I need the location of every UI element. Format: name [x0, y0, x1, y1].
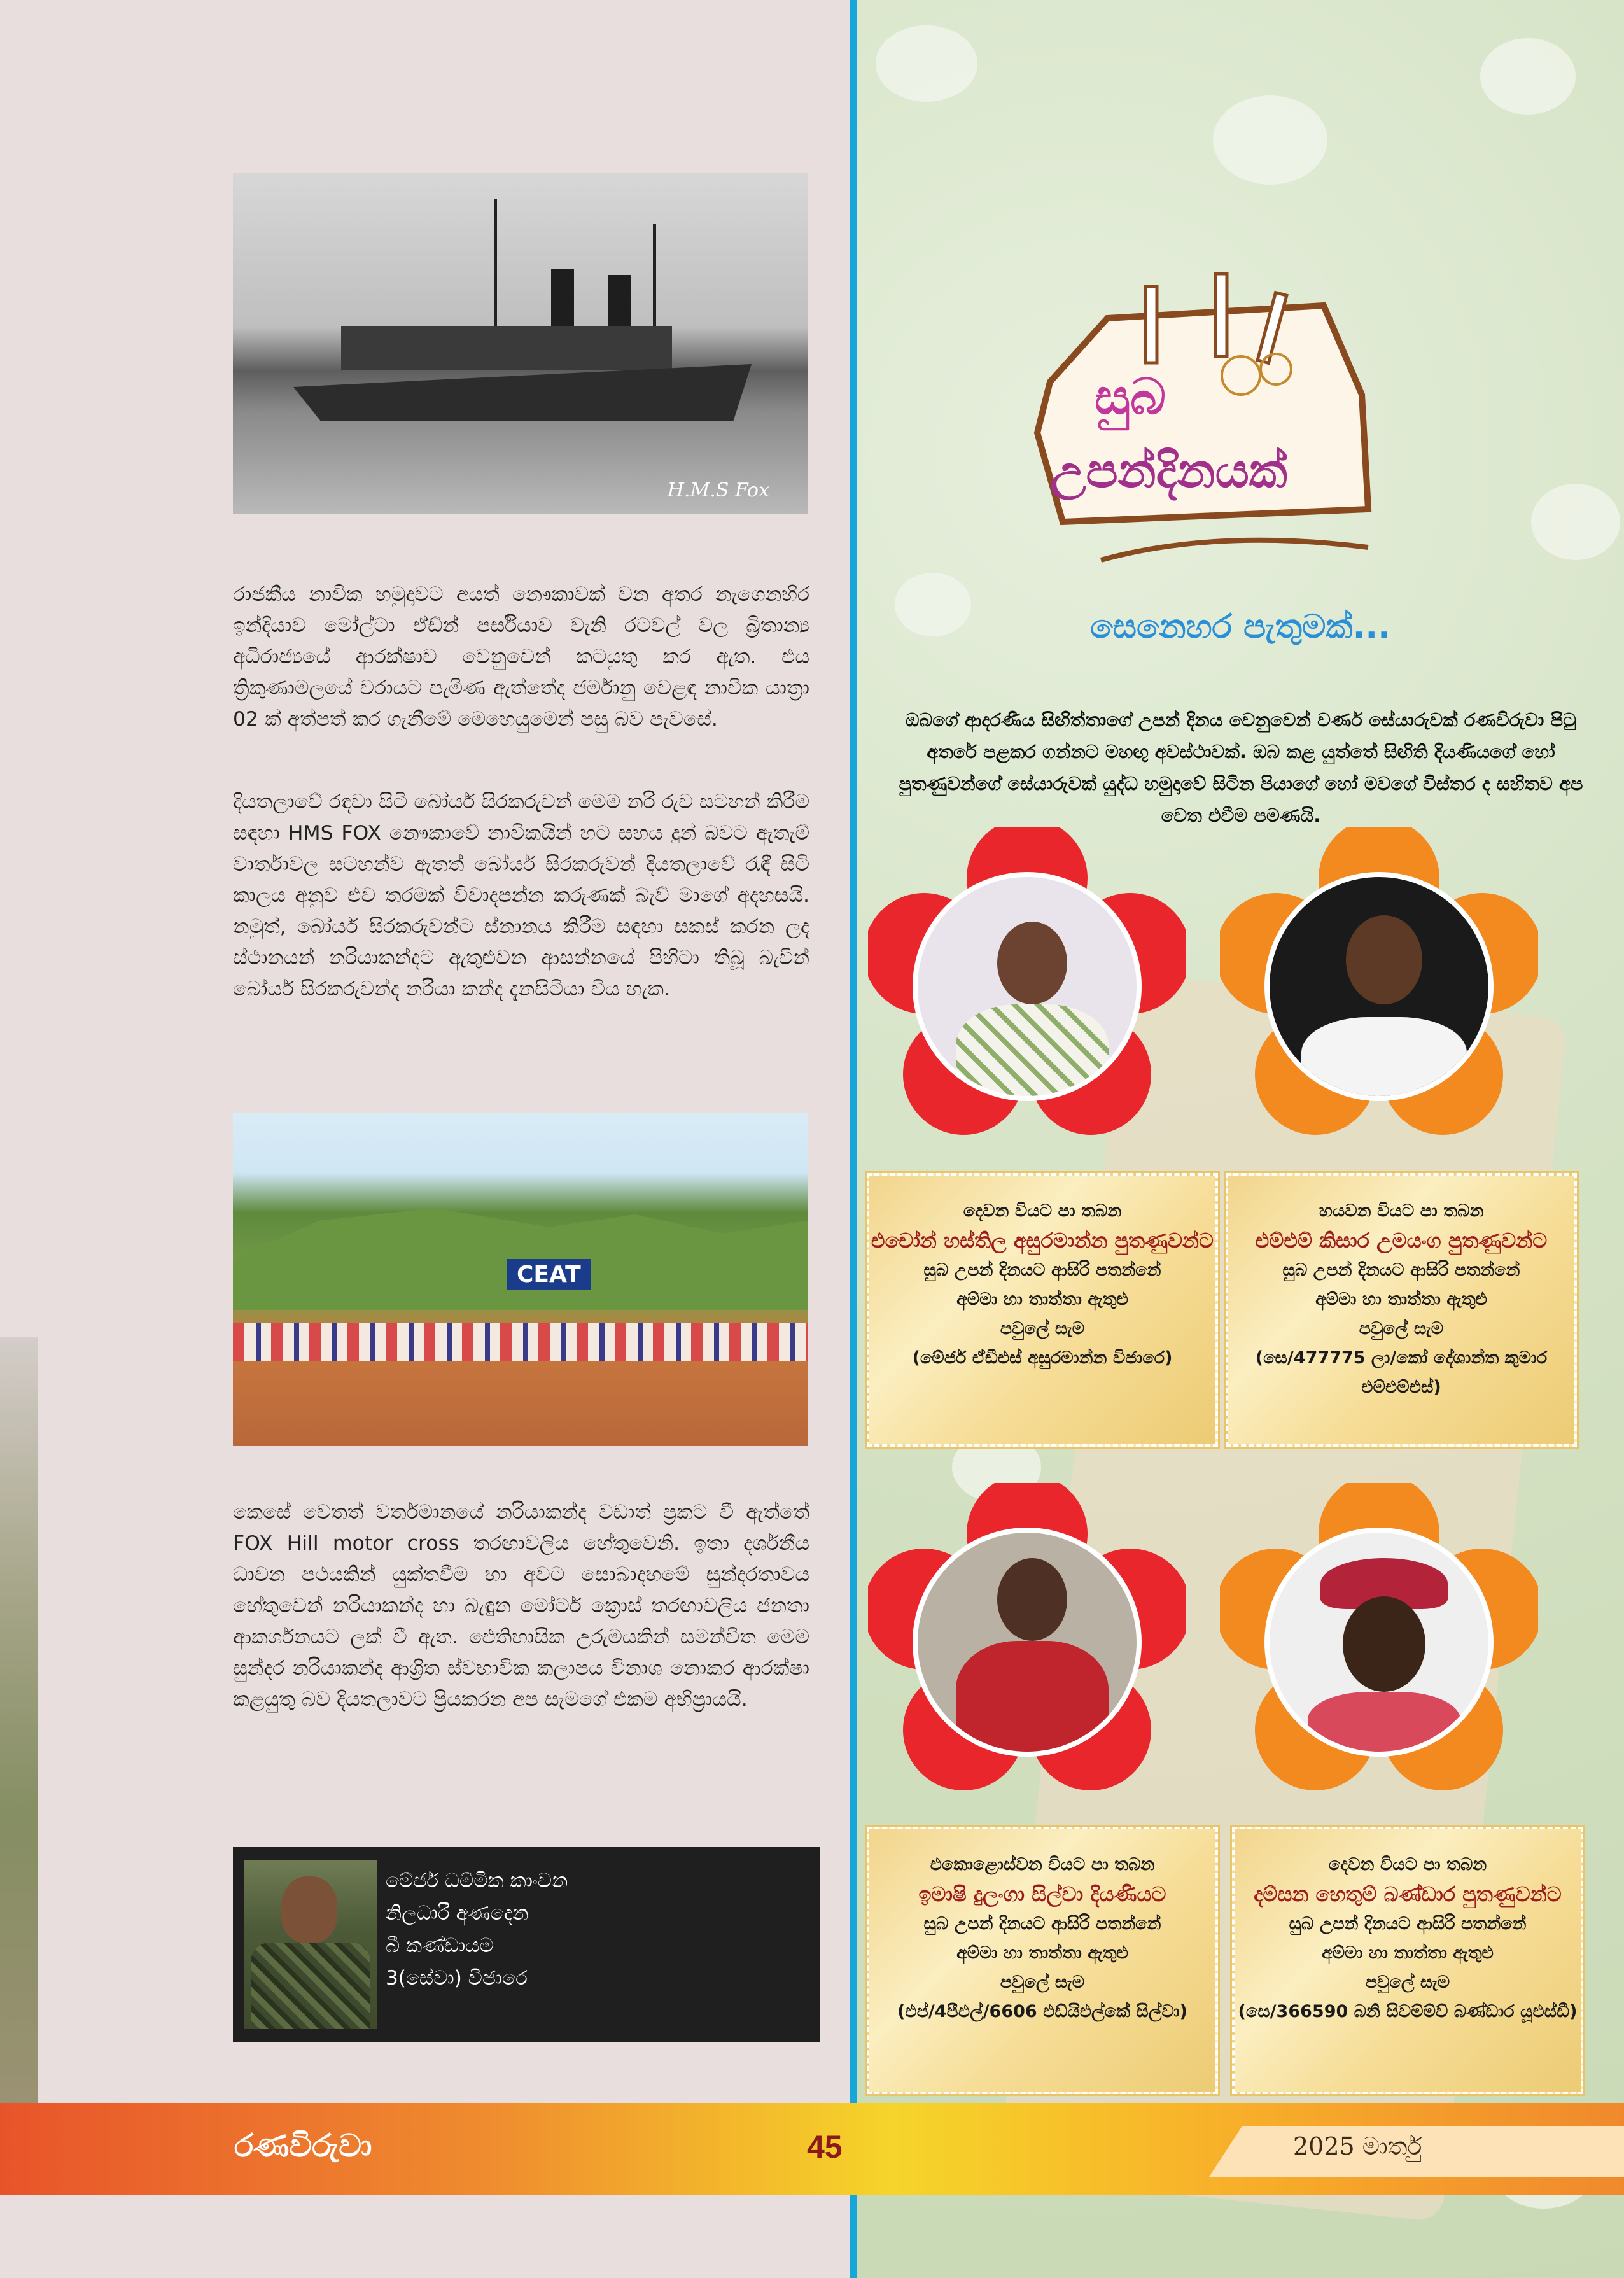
child-face	[1346, 915, 1422, 1004]
ship-hull	[293, 364, 752, 421]
ship-funnel	[551, 269, 574, 332]
ship-caption: H.M.S Fox	[667, 479, 769, 502]
wish-age: හයවන වියට පා තබන	[1319, 1201, 1484, 1221]
wish-detail: (මේජර් ඒඩීඑස් අසුරමාන්න විජාරෙ)	[912, 1348, 1173, 1368]
background-flower	[876, 25, 977, 102]
wish-card	[1232, 1827, 1583, 2094]
wish-detail: (එප්/4පීඑල්/6606 එඩ්යිඑල්කේ සිල්වා)	[897, 2002, 1188, 2021]
author-name: මේජර් ධම්මික කාංචන	[386, 1869, 568, 1892]
ship-deck	[341, 326, 672, 370]
wish-from: අම්මා හා තාත්තා ඇතුළු	[956, 1290, 1128, 1309]
author-details	[386, 1865, 568, 1995]
wish-card	[867, 1173, 1218, 1447]
page-heading: සෙනෙහර පැතුමක්...	[1090, 608, 1390, 646]
author-unit: බී කණ්ඩායම	[386, 1934, 494, 1957]
hillside-strip-image	[0, 1337, 38, 2132]
wish-family: පවුලේ සැම	[1000, 1972, 1085, 1992]
author-photo	[244, 1860, 377, 2029]
wish-from: අම්මා හා තාත්තා ඇතුළු	[1315, 1290, 1487, 1309]
child-face	[997, 1558, 1067, 1641]
logo-line-2: උපන්දිනයක්	[1050, 444, 1287, 498]
wish-age: දෙවන වියට පා තබන	[1328, 1855, 1487, 1874]
photo-flower-frame	[868, 827, 1186, 1146]
wish-family: පවුලේ සැම	[1000, 1319, 1085, 1339]
author-uniform	[251, 1943, 370, 2029]
child-face	[1343, 1596, 1425, 1692]
background-flower	[1480, 38, 1576, 115]
wish-text: සුබ උපන් දිනයට ආසිරි පතන්නේ	[923, 1914, 1161, 1934]
child-photo	[1264, 1528, 1494, 1757]
wish-name: දම්සන හෙතුම් බණ්ඩාර පුතණුවන්ට	[1254, 1882, 1562, 1906]
motocross-track-photo	[233, 1113, 808, 1446]
wish-text: සුබ උපන් දිනයට ආසිරි පතන්නේ	[1282, 1260, 1520, 1280]
child-shirt	[956, 1004, 1109, 1101]
wish-name: ඉමාෂි දුලංගා සිල්වා දියණියට	[918, 1882, 1166, 1906]
wish-text: සුබ උපන් දිනයට ආසිරි පතන්නේ	[923, 1260, 1161, 1280]
green-hill	[233, 1183, 808, 1310]
wish-detail: (සෙ/477775 ලා/කෝ දේශාන්ත කුමාර එම්එම්එස්)	[1255, 1348, 1548, 1397]
sponsor-sign: CEAT	[507, 1259, 591, 1290]
author-regiment: 3(සේවා) විජාරෙ	[386, 1967, 528, 1990]
child-photo	[913, 872, 1142, 1101]
child-face	[997, 922, 1067, 1004]
wish-text: සුබ උපන් දිනයට ආසිරි පතන්නේ	[1289, 1914, 1527, 1934]
background-flower	[1531, 484, 1620, 560]
article-paragraph-3: කෙසේ වෙතත් වර්තමානයේ නරියාකන්ද වඩාත් ප්‍රකට වී ඇත්තේ FOX Hill motor cross තරඟාවලිය හේතුවෙනි. ඉතා දර්ශනීය ධාවන පථයකින් යුක්තවීම හා අවට සොබාදහමේ සුන්දරතාවය හේතුවෙන් නරියාකන්ද හා බැඳුන මෝටර් ක්‍රොස් තරඟාවලිය ජනතා ආකර්ශනයට ලක් වී ඇත. ඓතිහාසික උරුමයකින් සමන්විත මෙම සුන්දර නරියාකන්ද ආශ්‍රිත ස්වභාවික කලාපය විනාශ නොකර ආරක්ෂා කළයුතු බව දියතලාවට ප්‍රියකරන අප සැමගේ එකම අභිප්‍රායයි.	[233, 1501, 809, 1711]
birthday-cake-illustration	[1025, 267, 1387, 566]
intro-text: ඔබගේ ආදරණීය සිඟිත්තාගේ උපන් දිනය වෙනුවෙන් වර්ණ සේයාරුවක් රණවිරුවා පිටු අතරේ පළකර ගන්නට මහඟු අවස්ථාවක්. ඔබ කළ යුත්තේ සිඟිති දියණියගේ හෝ පුතණුවන්ගේ සේයාරුවක් යුද්ධ හමුදාවේ සිටින පියාගේ හෝ මවගේ විස්තර ද සහිතව අප වෙත එවීම පමණයි.	[899, 709, 1583, 826]
wish-from: අම්මා හා තාත්තා ඇතුළු	[956, 1943, 1128, 1963]
child-shirt	[1308, 1692, 1460, 1757]
child-photo	[913, 1528, 1142, 1757]
hms-fox-ship-photo	[233, 173, 808, 514]
author-role: නිලධාරී අණදෙන	[386, 1902, 529, 1925]
wish-age: දෙවන වියට පා තබන	[963, 1201, 1122, 1221]
author-box	[233, 1847, 820, 2042]
article-paragraph-2: දියතලාවේ රඳවා සිටි බෝයර් සිරකරුවන් මෙම නරි රුව සටහන් කිරීම සඳහා HMS FOX නෞකාවේ නාවිකයින් හට සහය දුන් බවට ඇතැම් වාර්තාවල සටහන්ව ඇතත් බෝයර් සිරකරුවන් දියතලාවේ රැඳී සිටි කාලය අනුව එව තරමක් විවාදපන්න කරුණක් බැව් මාගේ අදහසයි. නමුත්, බෝයර් සිරකරුවන්ට ස්නානය කිරීම සඳහා සකස් කරන ලද ස්ථානයන් නරියාකන්දට ඇතුළුවන ආසන්නයේ පිහිටා තිබූ බැවින් බෝයර් සිරකරුවන්ද නරියා කන්ද දැනසිටියා විය හැක.	[233, 791, 809, 1001]
wish-name: එචෝන් හස්තිල අසුරමාන්න පුතණුවන්ට	[871, 1228, 1214, 1253]
wish-card	[1226, 1173, 1577, 1447]
wish-name: එම්එම් කිසාර උමයංග පුතණුවන්ට	[1255, 1228, 1548, 1253]
wish-card	[867, 1827, 1218, 2094]
page-number: 45	[807, 2129, 843, 2165]
issue-date: 2025 මාර්තු	[1293, 2132, 1422, 2160]
wish-age: එකොළොස්වන වියට පා තබන	[930, 1855, 1155, 1874]
page-divider	[850, 0, 857, 2278]
photo-flower-frame	[1220, 827, 1538, 1146]
magazine-brand: රණවිරුවා	[234, 2127, 372, 2164]
child-shirt	[1301, 1017, 1467, 1101]
wish-detail: (සෙ/366590 බනි සිවම්ම්ව් බණ්ඩාර යූඑස්ඩී)	[1238, 2002, 1578, 2021]
logo-line-1: සුබ	[1095, 369, 1166, 426]
wish-from: අම්මා හා තාත්තා ඇතුළු	[1322, 1943, 1494, 1963]
background-flower	[1213, 95, 1327, 185]
track-banners	[233, 1323, 808, 1361]
birthday-logo	[1025, 267, 1387, 566]
author-face	[281, 1876, 337, 1943]
article-paragraph-1: රාජකීය නාවික හමුදාවට අයත් නෞකාවක් වන අතර නැගෙනහිර ඉන්දියාව මෝල්ටා ඒඩ්න් පර්සියාව වැනි රටවල් වල බ්‍රිතාන්‍ය අධිරාජ්‍යයේ ආරක්ෂාව වෙනුවෙන් කටයුතු කර ඇත. එය ත්‍රිකුණාමලයේ වරායට පැමිණ ඇත්තේද ජර්මානු වෙළඳ නාවික යාත්‍රා 02 ක් අත්පත් කර ගැනීමේ මෙහෙයුමෙන් පසු බව පැවසේ.	[233, 583, 809, 731]
wish-family: පවුලේ සැම	[1359, 1319, 1444, 1339]
photo-flower-frame	[1220, 1483, 1538, 1801]
child-photo	[1264, 872, 1494, 1101]
photo-flower-frame	[868, 1483, 1186, 1801]
wish-family: පවුලේ සැම	[1365, 1972, 1450, 1992]
page-footer	[0, 2103, 1624, 2195]
child-blazer	[956, 1641, 1109, 1757]
